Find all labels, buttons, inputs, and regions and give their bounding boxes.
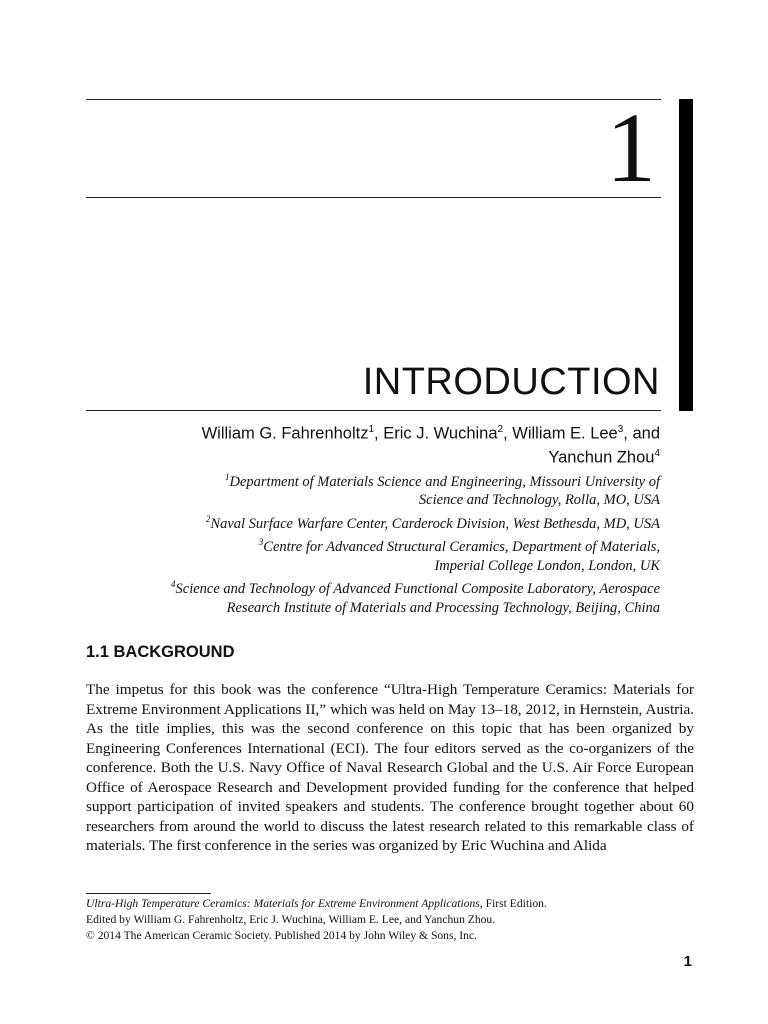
author-name: Eric J. Wuchina [383, 424, 498, 443]
author-name: Yanchun Zhou [548, 448, 655, 466]
author-list [100, 420, 660, 467]
footnote [86, 896, 686, 944]
affiliation-2-line-1 [20, 510, 660, 533]
section-heading: 1.1 BACKGROUND [86, 643, 235, 661]
footnote-edition: , First Edition. [479, 897, 547, 910]
author-affil-mark: 2 [497, 424, 504, 435]
title-rule [86, 410, 661, 411]
affil-text: Department of Materials Science and Engineering, Missouri University of [229, 473, 660, 490]
author-affil-mark: 1 [368, 424, 375, 435]
author-separator: , [374, 424, 384, 443]
chapter-number: 1 [606, 92, 656, 203]
footnote-copyright: © 2014 The American Ceramic Society. Published 2014 by John Wiley & Sons, Inc. [86, 929, 477, 942]
affil-text: Centre for Advanced Structural Ceramics, Department of Materials, [263, 539, 660, 556]
footnote-editors: Edited by William G. Fahrenholtz, Eric J. Wuchina, William E. Lee, and Yanchun Zhou. [86, 913, 496, 926]
author-separator: , and [623, 424, 660, 443]
author-affil-mark: 4 [654, 447, 660, 459]
body-paragraph: The impetus for this book was the conference “Ultra-High Temperature Ceramics: Materials for Extreme Environment Applications II,” which was held on May 13–18, 2012, in Hernstein, Austria. As the title implies, this was the second conference on this topic that has been organized by Engineering Conferences International (ECI). The four editors served as the co-organizers of the conference. Both the U.S. Navy Office of Naval Research Global and the U.S. Air Force European Office of Aerospace Research and Development provided funding for the conference that helped support participation of invited speakers and students. The conference brought together about 60 researchers from around the world to discuss the latest research related to this remarkable class of materials. The first conference in the series was organized by Eric Wuchina and Alida [86, 681, 694, 854]
footnote-rule [86, 893, 211, 894]
affil-text: Science and Technology of Advanced Functional Composite Laboratory, Aerospace [175, 581, 660, 598]
affiliation-4-line-2: Research Institute of Materials and Processing Technology, Beijing, China [226, 599, 660, 616]
affil-mark: 3 [258, 537, 264, 548]
author-name: William G. Fahrenholtz [201, 424, 369, 443]
affil-text: Naval Surface Warfare Center, Carderock Division, West Bethesda, MD, USA [210, 515, 660, 532]
footnote-book-title: Ultra-High Temperature Ceramics: Materials for Extreme Environment Applications [86, 897, 480, 910]
author-line-2 [100, 444, 660, 468]
affiliation-1-line-2: Science and Technology, Rolla, MO, USA [418, 492, 660, 509]
author-separator: , [503, 424, 513, 443]
affil-mark: 2 [205, 514, 211, 525]
affiliation-1-line-1 [20, 468, 660, 491]
affiliations [20, 468, 660, 617]
chapter-side-bar [679, 99, 693, 411]
chapter-title: INTRODUCTION [362, 361, 660, 403]
affil-mark: 1 [225, 472, 230, 482]
affiliation-4-line-1 [20, 575, 660, 598]
chapter-number-rule [86, 197, 661, 198]
author-line-1 [100, 420, 660, 444]
page-number: 1 [683, 953, 692, 970]
affiliation-3-line-2: Imperial College London, London, UK [434, 557, 660, 574]
footnote-line-1 [86, 896, 686, 912]
author-affil-mark: 3 [617, 424, 624, 435]
top-rule [86, 99, 661, 100]
author-name: William E. Lee [512, 424, 618, 443]
affiliation-3-line-1 [20, 533, 660, 556]
affil-mark: 4 [171, 579, 176, 590]
